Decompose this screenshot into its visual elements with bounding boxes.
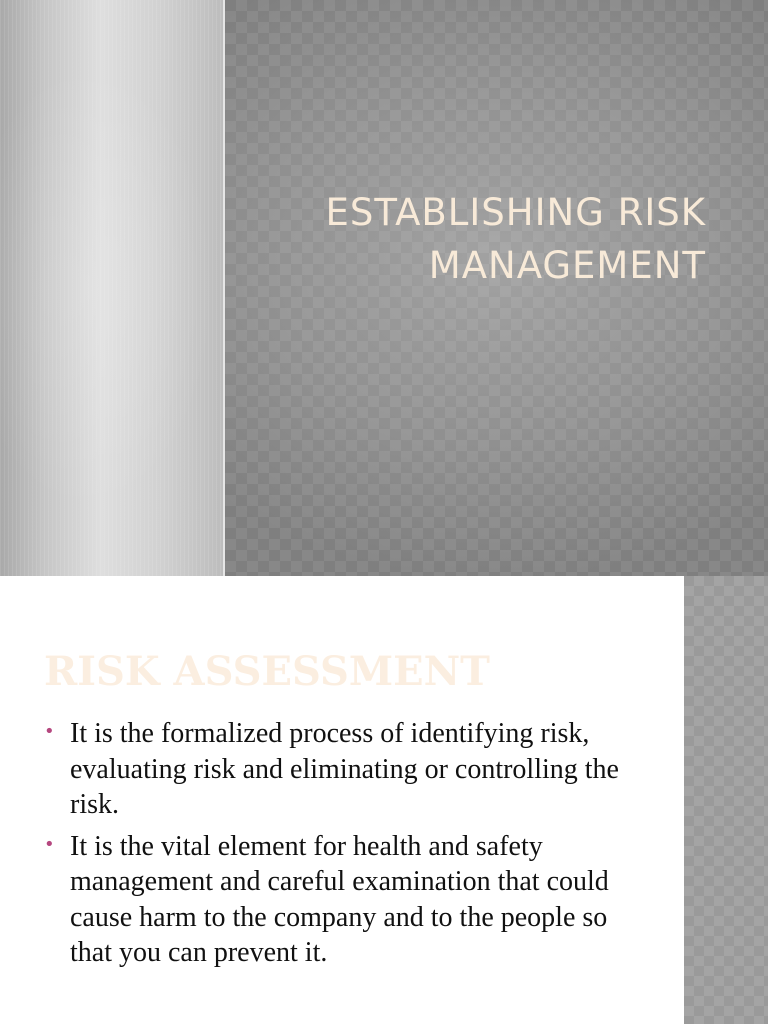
slide-title: ESTABLISHING RISK MANAGEMENT: [325, 191, 706, 287]
bullet-icon: •: [44, 721, 55, 742]
bullet-item: [42, 829, 642, 971]
bullet-text: It is the formalized process of identifying risk, evaluating risk and eliminating or controlling the risk.: [70, 718, 619, 820]
right-decorative-strip: [684, 576, 768, 1024]
left-decorative-panel: [0, 0, 223, 576]
bullet-list: [42, 716, 642, 977]
content-slide: [0, 576, 768, 1024]
bullet-icon: •: [44, 833, 55, 855]
bullet-item: [42, 716, 642, 823]
section-heading: RISK ASSESSMENT: [44, 648, 490, 695]
bullet-text: It is the vital element for health and safety management and careful examination that could cause harm to the company and to the people so that you can prevent it.: [70, 830, 609, 968]
